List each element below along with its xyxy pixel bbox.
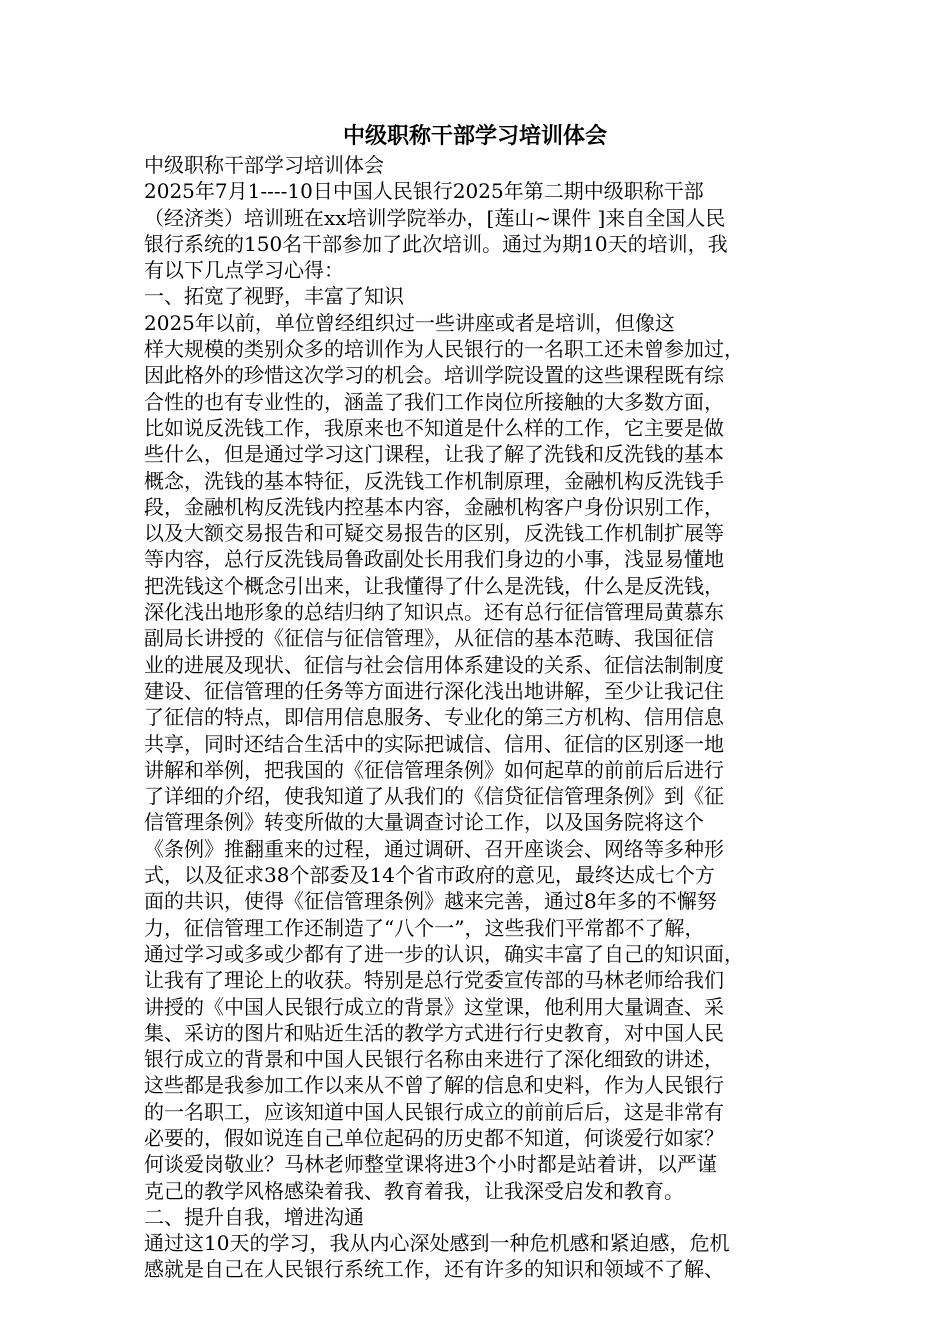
text-line: 深化浅出地形象的总结归纳了知识点。还有总行征信管理局黄慕东 (144, 600, 724, 625)
text-line: 力，征信管理工作还制造了“八个一”，这些我们平常都不了解， (144, 915, 705, 940)
text-line: 2025年7月1----10日中国人民银行2025年第二期中级职称干部 (144, 179, 704, 204)
text-line: 业的进展及现状、征信与社会信用体系建设的关系、征信法制制度 (144, 652, 724, 677)
text-line: 二、提升自我，增进沟通 (144, 1204, 364, 1229)
text-line: 等内容，总行反洗钱局鲁政副处长用我们身边的小事，浅显易懂地 (144, 547, 724, 572)
text-line: 比如说反洗钱工作，我原来也不知道是什么样的工作，它主要是做 (144, 415, 724, 440)
text-line: 些什么，但是通过学习这门课程，让我了解了洗钱和反洗钱的基本 (144, 442, 724, 467)
text-line: 共享，同时还结合生活中的实际把诚信、信用、征信的区别逐一地 (144, 731, 724, 756)
text-line: 银行成立的背景和中国人民银行名称由来进行了深化细致的讲述， (144, 1047, 724, 1072)
text-line: 《条例》推翻重来的过程，通过调研、召开座谈会、网络等多种形 (144, 836, 724, 861)
text-line: 讲授的《中国人民银行成立的背景》这堂课，他利用大量调查、采 (144, 994, 724, 1019)
text-line: 面的共识，使得《征信管理条例》越来完善，通过8年多的不懈努 (144, 889, 717, 914)
text-line: 式，以及征求38个部委及14个省市政府的意见，最终达成七个方 (144, 863, 715, 888)
text-line: 通过这10天的学习，我从内心深处感到一种危机感和紧迫感，危机 (144, 1231, 730, 1256)
text-line: 段，金融机构反洗钱内控基本内容，金融机构客户身份识别工作， (144, 494, 724, 519)
text-line: 概念，洗钱的基本特征，反洗钱工作机制原理，金融机构反洗钱手 (144, 468, 724, 493)
document-body (144, 152, 824, 1283)
text-line: 以及大额交易报告和可疑交易报告的区别，反洗钱工作机制扩展等 (144, 521, 724, 546)
document-title: 中级职称干部学习培训体会 (342, 123, 607, 149)
text-line: 通过学习或多或少都有了进一步的认识，确实丰富了自己的知识面， (144, 941, 744, 966)
text-line: 信管理条例》转变所做的大量调查讨论工作，以及国务院将这个 (144, 810, 704, 835)
text-line: 中级职称干部学习培训体会 (144, 153, 384, 177)
text-line: 2025年以前，单位曾经组织过一些讲座或者是培训，但像这 (144, 310, 675, 335)
text-line: 把洗钱这个概念引出来，让我懂得了什么是洗钱，什么是反洗钱， (144, 573, 724, 598)
text-line: 有以下几点学习心得： (144, 258, 344, 283)
text-line: 集、采访的图片和贴近生活的教学方式进行行史教育，对中国人民 (144, 1020, 724, 1045)
text-line: 这些都是我参加工作以来从不曾了解的信息和史料，作为人民银行 (144, 1073, 724, 1098)
text-line: 因此格外的珍惜这次学习的机会。培训学院设置的这些课程既有综 (144, 363, 724, 388)
text-line: 何谈爱岗敬业？马林老师整堂课将进3个小时都是站着讲，以严谨 (144, 1152, 717, 1177)
text-line: 样大规模的类别众多的培训作为人民银行的一名职工还未曾参加过， (144, 337, 744, 362)
text-line: 合性的也有专业性的，涵盖了我们工作岗位所接触的大多数方面， (144, 389, 724, 414)
text-line: 银行系统的150名干部参加了此次培训。通过为期10天的培训，我 (144, 231, 728, 256)
text-line: 的一名职工，应该知道中国人民银行成立的前前后后，这是非常有 (144, 1099, 724, 1124)
text-line: 了详细的介绍，使我知道了从我们的《信贷征信管理条例》到《征 (144, 784, 724, 809)
text-line: 讲解和举例，把我国的《征信管理条例》如何起草的前前后后进行 (144, 757, 724, 782)
text-line: 一、拓宽了视野，丰富了知识 (144, 284, 404, 309)
text-line: （经济类）培训班在xx培训学院举办，[莲山~课件 ]来自全国人民 (144, 205, 726, 230)
text-line: 必要的，假如说连自己单位起码的历史都不知道，何谈爱行如家？ (144, 1125, 724, 1150)
text-line: 副局长讲授的《征信与征信管理》，从征信的基本范畴、我国征信 (144, 626, 714, 651)
text-line: 克己的教学风格感染着我、教育着我，让我深受启发和教育。 (144, 1178, 684, 1203)
text-line: 让我有了理论上的收获。特别是总行党委宣传部的马林老师给我们 (144, 968, 724, 993)
text-line: 建设、征信管理的任务等方面进行深化浅出地讲解，至少让我记住 (144, 678, 724, 703)
text-line: 了征信的特点，即信用信息服务、专业化的第三方机构、信用信息 (144, 705, 724, 730)
text-line: 感就是自己在人民银行系统工作，还有许多的知识和领域不了解、 (144, 1257, 724, 1282)
